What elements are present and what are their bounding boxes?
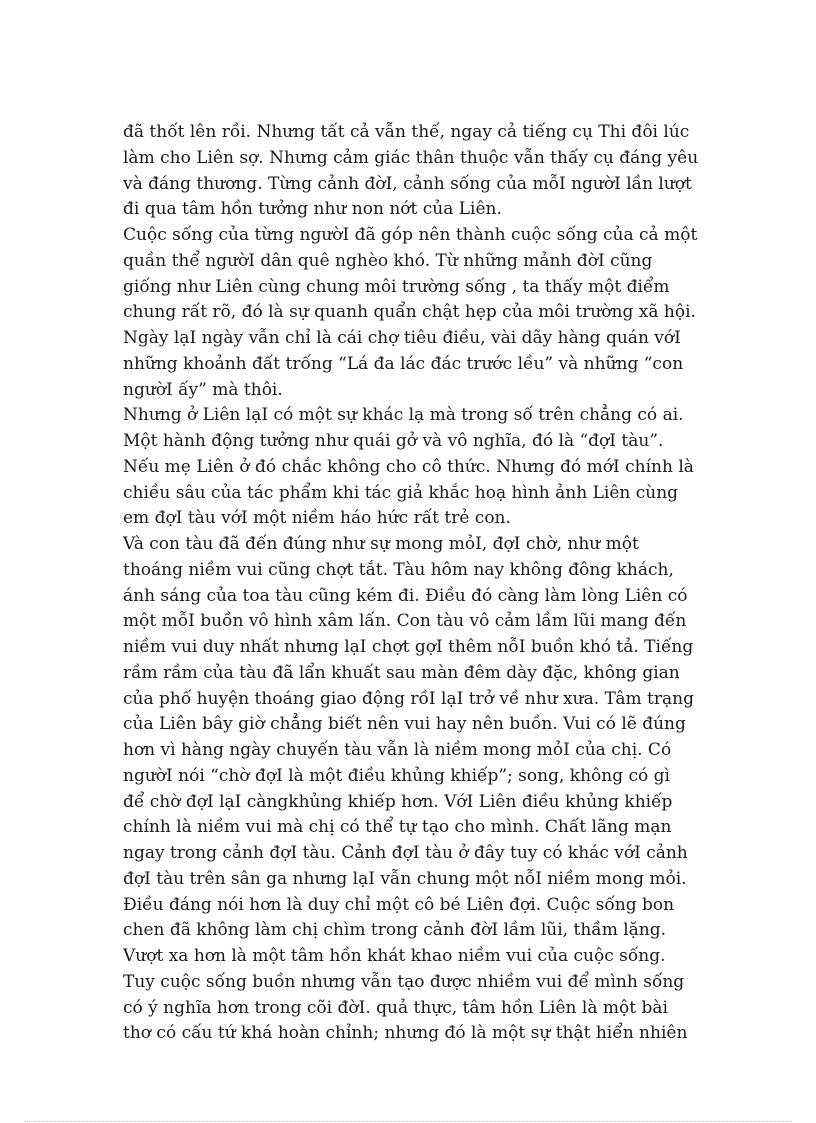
text-line: và đáng thương. Từng cảnh đờI, cảnh sống của mỗI ngườI lần lượt bbox=[123, 173, 692, 194]
text-line: của Liên bây giờ chẳng biết nên vui hay nên buồn. Vui có lẽ đúng bbox=[123, 714, 686, 735]
text-line: để chờ đợI lạI càngkhủng khiếp hơn. VớI Liên điều khủng khiếp bbox=[123, 791, 673, 812]
text-line: Một hành động tưởng như quái gở và vô nghĩa, đó là “đợI tàu”. bbox=[123, 431, 664, 451]
text-line: quần thể ngườI dân quê nghèo khó. Từ những mảnh đờI cũng bbox=[123, 250, 653, 271]
text-line: ngườI ấy” mà thôi. bbox=[123, 379, 283, 400]
text-line: ngay trong cảnh đợI tàu. Cảnh đợI tàu ở đây tuy có khác vớI cảnh bbox=[123, 843, 688, 863]
text-line: hơn vì hàng ngày chuyến tàu vẫn là niềm mong mỏI của chị. Có bbox=[123, 740, 672, 760]
body-text bbox=[123, 120, 703, 1047]
page-edge-divider bbox=[24, 1121, 792, 1122]
text-line: em đợI tàu vớI một niềm háo hức rất trẻ con. bbox=[123, 508, 511, 529]
text-line: một mỗI buồn vô hình xâm lấn. Con tàu vô cảm lầm lũi mang đến bbox=[123, 611, 687, 632]
text-line: Tuy cuộc sống buồn nhưng vẫn tạo được nhiềm vui để mình sống bbox=[123, 971, 685, 992]
text-line: chen đã không làm chị chìm trong cảnh đờI lầm lũi, thầm lặng. bbox=[123, 920, 667, 941]
text-line: chung rất rõ, đó là sự quanh quẩn chật hẹp của môi trường xã hội. bbox=[123, 302, 696, 323]
text-line: Vượt xa hơn là một tâm hồn khát khao niềm vui của cuộc sống. bbox=[123, 946, 666, 966]
text-line: Điều đáng nói hơn là duy chỉ một cô bé Liên đợi. Cuộc sống bon bbox=[123, 894, 675, 915]
text-line: Cuộc sống của từng ngườI đã góp nên thành cuộc sống của cả một bbox=[123, 225, 698, 245]
text-line: rầm rầm của tàu đã lẩn khuất sau màn đêm dày đặc, không gian bbox=[123, 662, 680, 683]
text-line: Nếu mẹ Liên ở đó chắc không cho cô thức. Nhưng đó mớI chính là bbox=[123, 456, 694, 477]
text-line: đã thốt lên rồi. Nhưng tất cả vẫn thế, ngay cả tiếng cụ Thi đôi lúc bbox=[123, 122, 690, 142]
text-line: giống như Liên cùng chung môi trường sống , ta thấy một điểm bbox=[123, 276, 670, 297]
text-line: ngườI nói “chờ đợI là một điều khủng khiếp”; song, không có gì bbox=[123, 765, 670, 786]
text-line: những khoảnh đất trống “Lá đa lác đác trước lều” và những “con bbox=[123, 353, 684, 374]
text-line: làm cho Liên sợ. Nhưng cảm giác thân thuộc vẫn thấy cụ đáng yêu bbox=[123, 147, 699, 168]
text-line: chiều sâu của tác phẩm khi tác giả khắc hoạ hình ảnh Liên cùng bbox=[123, 482, 679, 503]
text-line: thơ có cấu tứ khá hoàn chỉnh; nhưng đó là một sự thật hiển nhiên bbox=[123, 1023, 688, 1044]
text-line: của phố huyện thoáng giao động rồI lạI trở về như xưa. Tâm trạng bbox=[123, 688, 694, 709]
text-line: có ý nghĩa hơn trong cõi đờI. quả thực, tâm hồn Liên là một bài bbox=[123, 997, 668, 1018]
text-line: thoáng niềm vui cũng chợt tắt. Tàu hôm nay không đông khách, bbox=[123, 559, 674, 580]
text-line: Ngày lạI ngày vẫn chỉ là cái chợ tiêu điều, vài dãy hàng quán vớI bbox=[123, 328, 681, 348]
text-line: niềm vui duy nhất nhưng lạI chợt gợI thêm nỗI buồn khó tả. Tiếng bbox=[123, 637, 694, 657]
text-line: đợI tàu trên sân ga nhưng lạI vẫn chung một nỗI niềm mong mỏi. bbox=[123, 868, 687, 889]
text-line: chính là niềm vui mà chị có thể tự tạo cho mình. Chất lãng mạn bbox=[123, 817, 672, 838]
text-line: ánh sáng của toa tàu cũng kém đi. Điều đó càng làm lòng Liên có bbox=[123, 585, 688, 606]
text-line: Nhưng ở Liên lạI có một sự khác lạ mà trong số trên chẳng có ai. bbox=[123, 405, 684, 426]
text-line: đi qua tâm hồn tưởng như non nớt của Liên. bbox=[123, 199, 502, 220]
text-line: Và con tàu đã đến đúng như sự mong mỏI, đợI chờ, như một bbox=[123, 534, 639, 554]
